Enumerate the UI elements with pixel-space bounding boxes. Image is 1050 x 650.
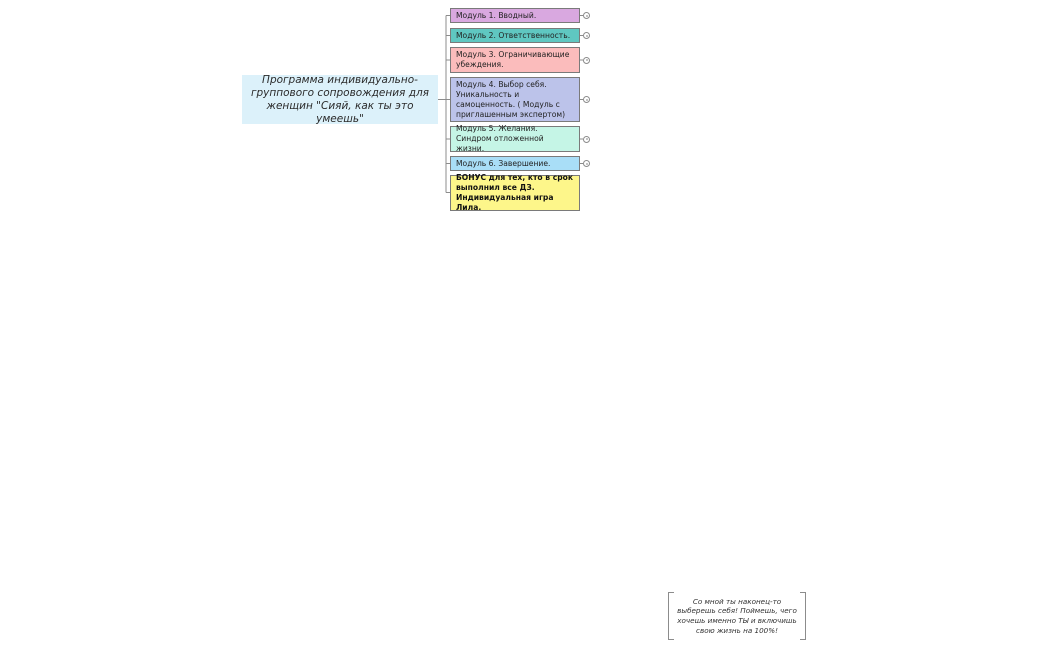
module-label: Модуль 2. Ответственность. [456, 30, 571, 40]
collapse-marker-icon[interactable] [583, 57, 590, 64]
module-node-2[interactable] [450, 28, 580, 43]
bonus-node[interactable] [450, 175, 580, 211]
note-text: Со мной ты наконец-то выберешь себя! Поймешь, чего хочешь именно ТЫ и включишь свою жизнь на 100%! [677, 596, 797, 635]
module-node-1[interactable] [450, 8, 580, 23]
module-label: Модуль 4. Выбор себя. Уникальность и самоценность. ( Модуль с приглашенным экспертом) [456, 79, 566, 119]
module-label: Модуль 3. Ограничивающие убеждения. [456, 50, 570, 69]
collapse-marker-icon[interactable] [583, 96, 590, 103]
root-topic[interactable] [242, 75, 438, 124]
collapse-marker-icon[interactable] [583, 32, 590, 39]
collapse-marker-icon[interactable] [583, 136, 590, 143]
module-node-5[interactable] [450, 126, 580, 152]
collapse-marker-icon[interactable] [583, 160, 590, 167]
module-label: Модуль 5. Желания. Синдром отложенной жизни. [456, 124, 544, 153]
module-node-4[interactable] [450, 77, 580, 122]
root-topic-label: Программа индивидуально-группового сопровождения для женщин "Сияй, как ты это умеешь" [250, 73, 429, 125]
bonus-label: БОНУС для тех, кто в срок выполнил все ДЗ. Индивидуальная игра Лила. [456, 173, 574, 212]
module-node-6[interactable] [450, 156, 580, 171]
collapse-marker-icon[interactable] [583, 12, 590, 19]
module-node-3[interactable] [450, 47, 580, 73]
module-label: Модуль 1. Вводный. [456, 10, 537, 20]
floating-note[interactable] [668, 592, 806, 640]
module-label: Модуль 6. Завершение. [456, 158, 551, 168]
